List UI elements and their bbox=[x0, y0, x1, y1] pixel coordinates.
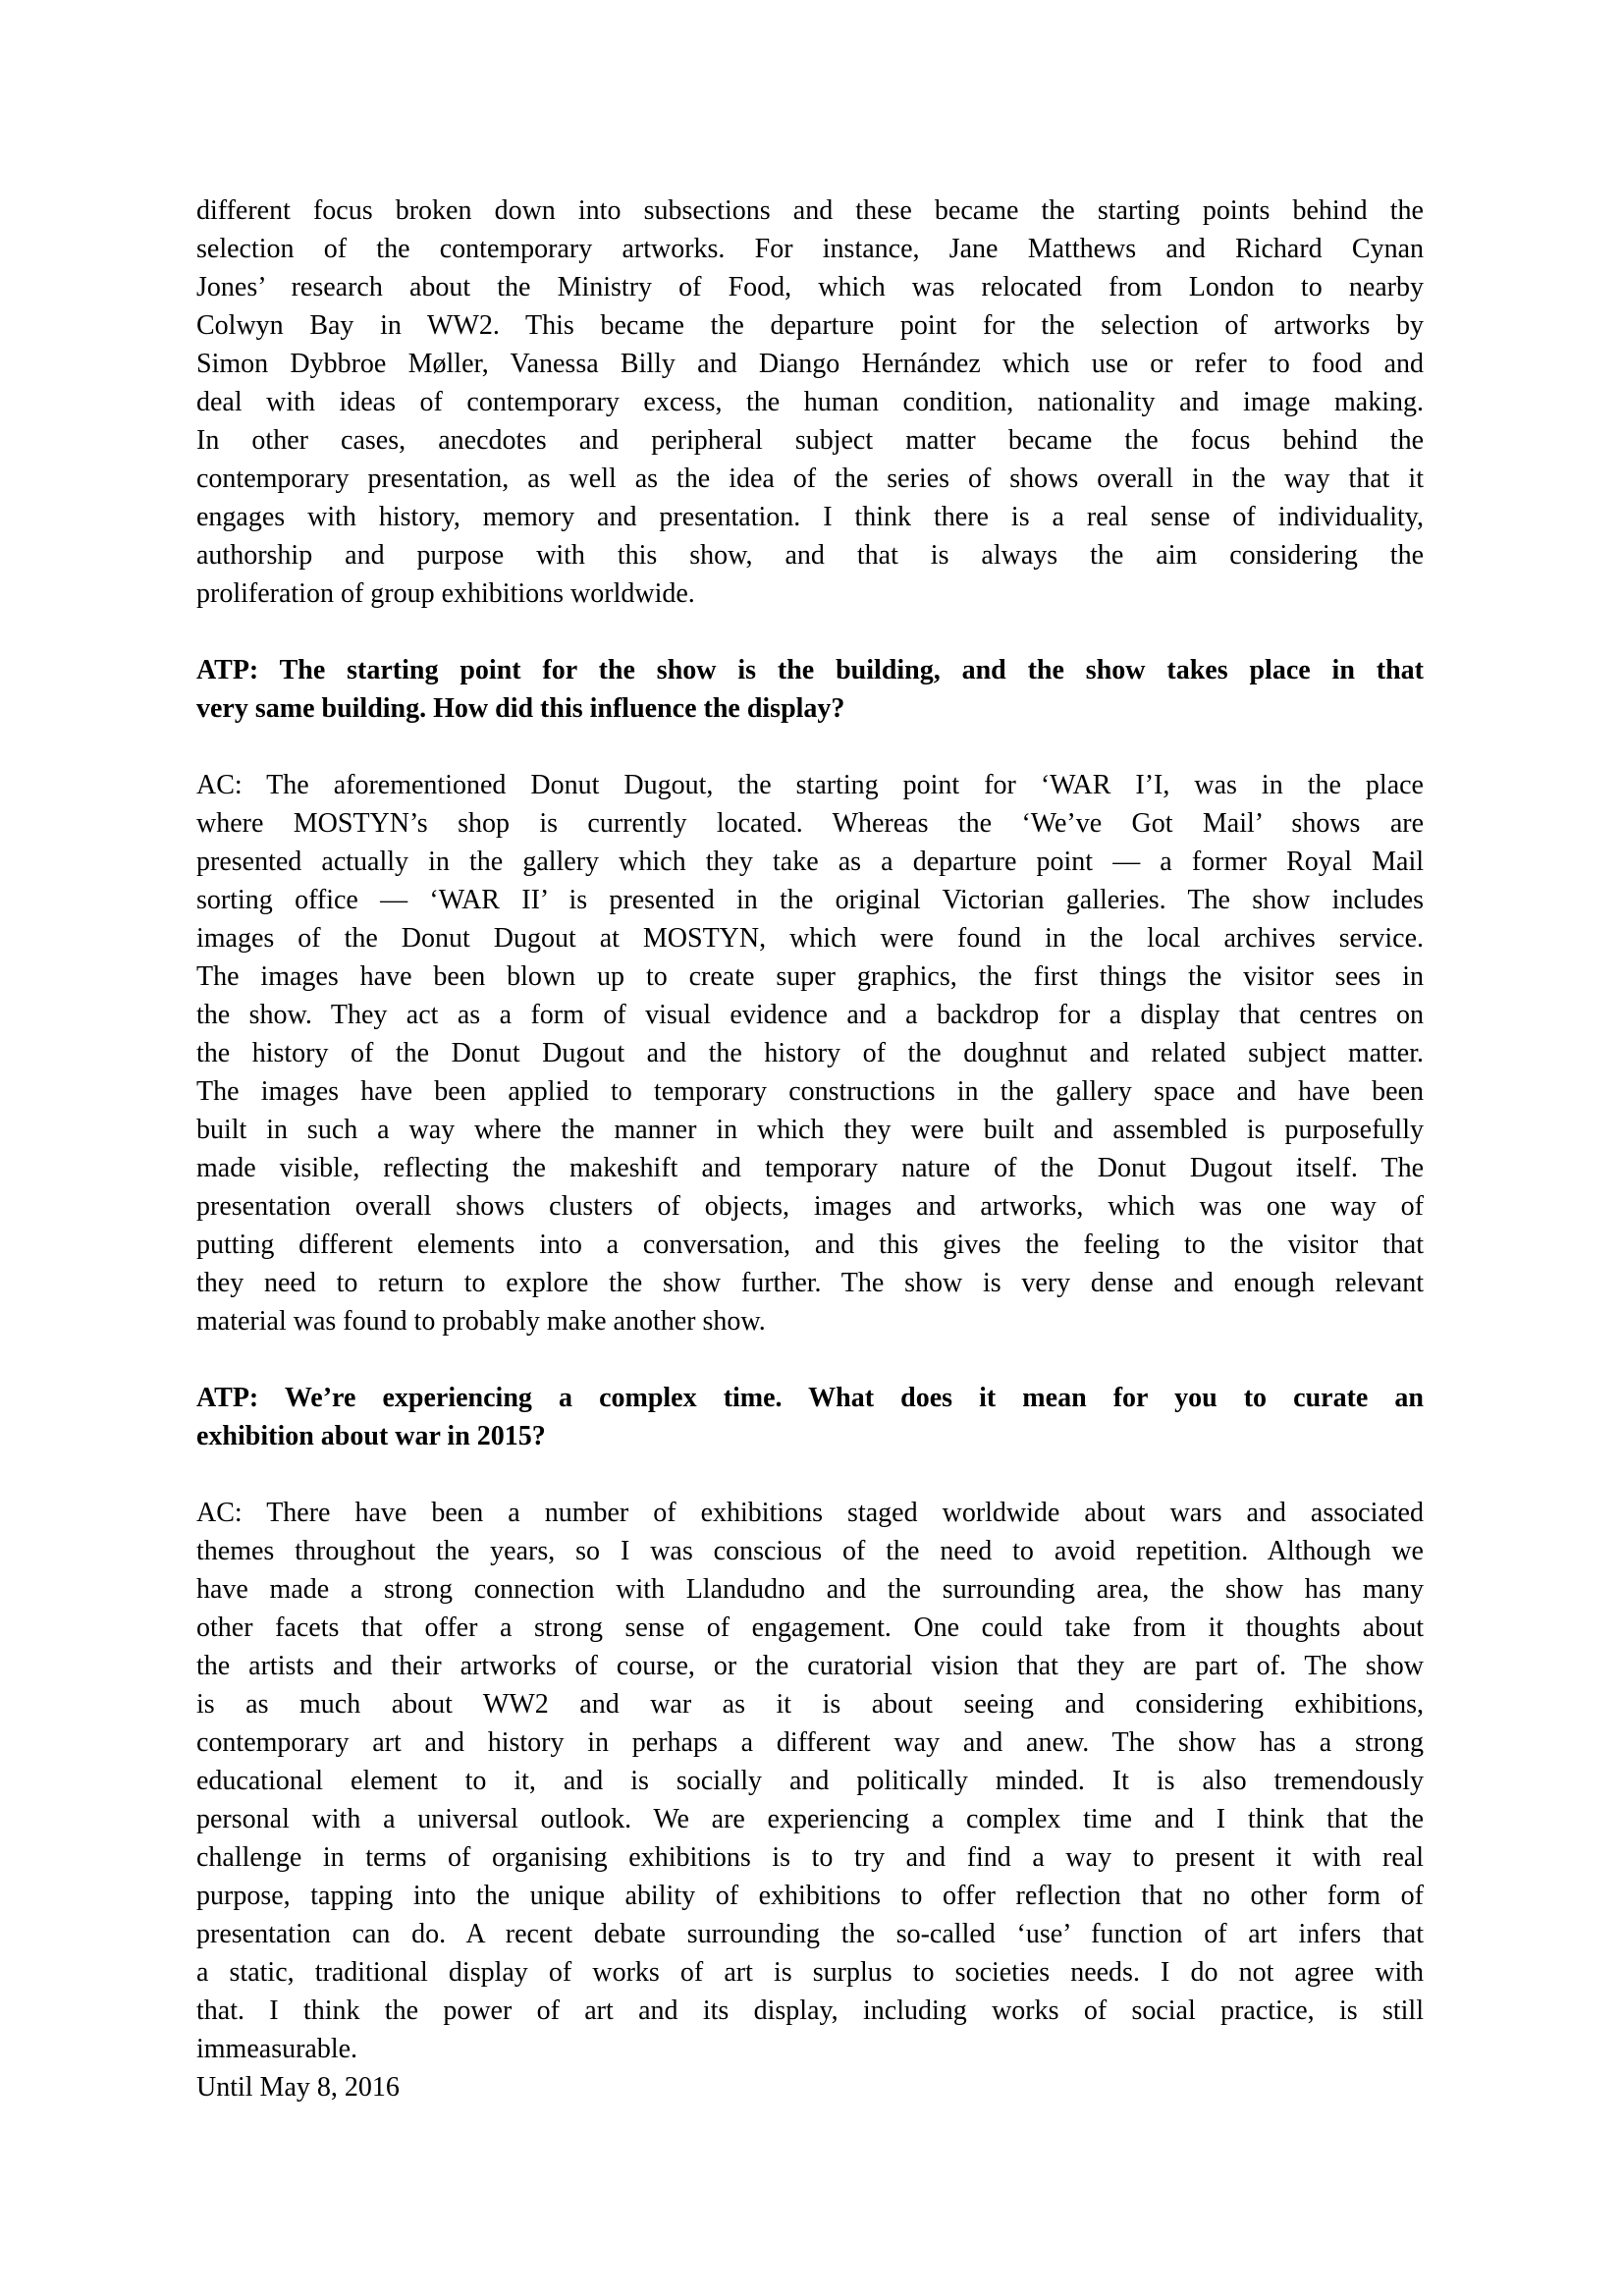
text-line: The images have been blown up to create super graphics, the first things the visitor sees in bbox=[196, 961, 1424, 992]
text-line: themes throughout the years, so I was conscious of the need to avoid repetition. Although we bbox=[196, 1536, 1424, 1566]
text-line: contemporary presentation, as well as the idea of the series of shows overall in the way that it bbox=[196, 464, 1424, 494]
text-line: where MOSTYN’s shop is currently located. Whereas the ‘We’ve Got Mail’ shows are bbox=[196, 808, 1424, 839]
answer-paragraph bbox=[196, 1494, 1424, 2068]
text-line: ATP: We’re experiencing a complex time. What does it mean for you to curate an bbox=[196, 1383, 1424, 1413]
text-line: contemporary art and history in perhaps a different way and anew. The show has a strong bbox=[196, 1727, 1424, 1758]
text-line: the history of the Donut Dugout and the history of the doughnut and related subject matter. bbox=[196, 1038, 1424, 1068]
text-line: the artists and their artworks of course, or the curatorial vision that they are part of. The show bbox=[196, 1651, 1424, 1681]
body-paragraph bbox=[196, 191, 1424, 613]
text-line: made visible, reflecting the makeshift and temporary nature of the Donut Dugout itself. The bbox=[196, 1153, 1424, 1183]
text-line: they need to return to explore the show further. The show is very dense and enough relevant bbox=[196, 1268, 1424, 1298]
text-line: The images have been applied to temporary constructions in the gallery space and have been bbox=[196, 1076, 1424, 1107]
text-line: material was found to probably make another show. bbox=[196, 1306, 766, 1337]
text-line: presented actually in the gallery which they take as a departure point — a former Royal Mail bbox=[196, 847, 1424, 877]
text-line: challenge in terms of organising exhibitions is to try and find a way to present it with real bbox=[196, 1842, 1424, 1873]
answer-paragraph bbox=[196, 766, 1424, 1340]
text-line: Jones’ research about the Ministry of Food, which was relocated from London to nearby bbox=[196, 272, 1424, 302]
text-line: educational element to it, and is socially and politically minded. It is also tremendously bbox=[196, 1766, 1424, 1796]
question-heading bbox=[196, 1379, 1424, 1455]
text-line: immeasurable. bbox=[196, 2034, 358, 2064]
text-line: AC: There have been a number of exhibitions staged worldwide about wars and associated bbox=[196, 1498, 1424, 1528]
text-line: exhibition about war in 2015? bbox=[196, 1421, 546, 1451]
text-line: deal with ideas of contemporary excess, the human condition, nationality and image making. bbox=[196, 387, 1424, 417]
text-line: engages with history, memory and presentation. I think there is a real sense of individuality, bbox=[196, 502, 1424, 532]
text-line: In other cases, anecdotes and peripheral subject matter became the focus behind the bbox=[196, 425, 1424, 456]
text-line: images of the Donut Dugout at MOSTYN, which were found in the local archives service. bbox=[196, 923, 1424, 954]
text-line: is as much about WW2 and war as it is about seeing and considering exhibitions, bbox=[196, 1689, 1424, 1720]
text-line: presentation can do. A recent debate surrounding the so-called ‘use’ function of art infers that bbox=[196, 1919, 1424, 1949]
text-line: authorship and purpose with this show, and that is always the aim considering the bbox=[196, 540, 1424, 571]
text-line: built in such a way where the manner in which they were built and assembled is purposefully bbox=[196, 1115, 1424, 1145]
text-line: Simon Dybbroe Møller, Vanessa Billy and Diango Hernández which use or refer to food and bbox=[196, 349, 1424, 379]
text-line: proliferation of group exhibitions worldwide. bbox=[196, 578, 695, 609]
text-line: Colwyn Bay in WW2. This became the departure point for the selection of artworks by bbox=[196, 310, 1424, 341]
question-heading bbox=[196, 651, 1424, 728]
text-line: personal with a universal outlook. We are experiencing a complex time and I think that the bbox=[196, 1804, 1424, 1834]
text-line: sorting office — ‘WAR II’ is presented in the original Victorian galleries. The show includes bbox=[196, 885, 1424, 915]
text-line: the show. They act as a form of visual evidence and a backdrop for a display that centres on bbox=[196, 1000, 1424, 1030]
closing-date-line bbox=[196, 2068, 1424, 2106]
text-line: a static, traditional display of works of art is surplus to societies needs. I do not agree with bbox=[196, 1957, 1424, 1988]
text-line: have made a strong connection with Llandudno and the surrounding area, the show has many bbox=[196, 1574, 1424, 1605]
text-line: selection of the contemporary artworks. For instance, Jane Matthews and Richard Cynan bbox=[196, 234, 1424, 264]
text-line: AC: The aforementioned Donut Dugout, the starting point for ‘WAR I’I, was in the place bbox=[196, 770, 1424, 800]
text-line: purpose, tapping into the unique ability of exhibitions to offer reflection that no other form of bbox=[196, 1881, 1424, 1911]
text-line: ATP: The starting point for the show is the building, and the show takes place in that bbox=[196, 655, 1424, 685]
text-line: putting different elements into a conversation, and this gives the feeling to the visitor that bbox=[196, 1230, 1424, 1260]
text-line: presentation overall shows clusters of objects, images and artworks, which was one way of bbox=[196, 1191, 1424, 1222]
text-line: that. I think the power of art and its display, including works of social practice, is still bbox=[196, 1995, 1424, 2026]
text-line: different focus broken down into subsections and these became the starting points behind the bbox=[196, 195, 1424, 226]
text-line: very same building. How did this influence the display? bbox=[196, 693, 845, 724]
text-line: other facets that offer a strong sense of engagement. One could take from it thoughts about bbox=[196, 1613, 1424, 1643]
text-line: Until May 8, 2016 bbox=[196, 2072, 400, 2103]
